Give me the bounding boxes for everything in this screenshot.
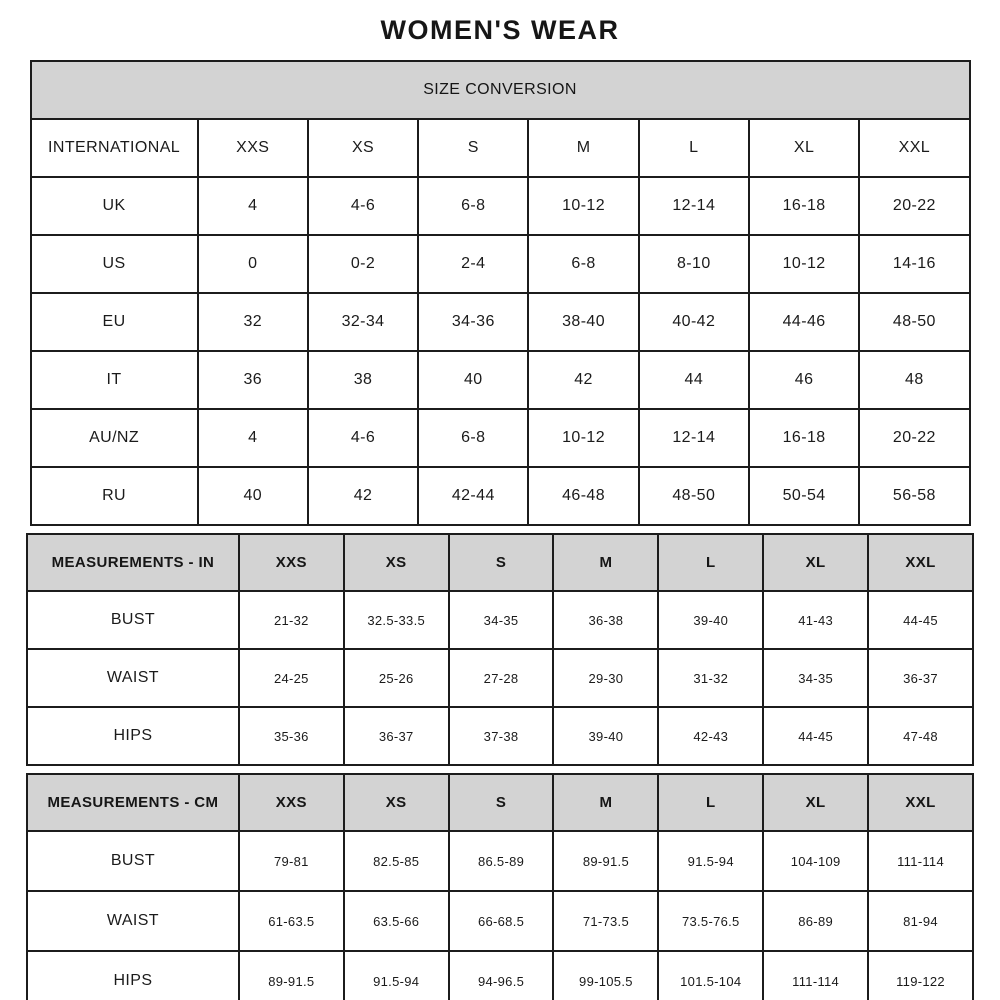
row-label: EU bbox=[31, 293, 198, 351]
cell: 63.5-66 bbox=[344, 891, 449, 951]
cell: 89-91.5 bbox=[239, 951, 344, 1000]
cell: 10-12 bbox=[749, 235, 859, 293]
measurements-in-title: MEASUREMENTS - IN bbox=[27, 534, 239, 591]
cell: 94-96.5 bbox=[449, 951, 554, 1000]
cell: 119-122 bbox=[868, 951, 973, 1000]
cell: 34-35 bbox=[763, 649, 868, 707]
cell: 48-50 bbox=[859, 293, 969, 351]
cell: 89-91.5 bbox=[553, 831, 658, 891]
cell: 25-26 bbox=[344, 649, 449, 707]
cell: 50-54 bbox=[749, 467, 859, 525]
cell: 27-28 bbox=[449, 649, 554, 707]
table-row-aunz bbox=[31, 409, 970, 467]
cell: 0 bbox=[198, 235, 308, 293]
column-header: XXS bbox=[198, 119, 308, 177]
column-header: L bbox=[658, 534, 763, 591]
cell: 46 bbox=[749, 351, 859, 409]
cell: 12-14 bbox=[639, 409, 749, 467]
measurements-cm-table bbox=[26, 773, 974, 1000]
column-header: S bbox=[449, 534, 554, 591]
cell: 2-4 bbox=[418, 235, 528, 293]
column-header: XS bbox=[344, 774, 449, 831]
cell: 24-25 bbox=[239, 649, 344, 707]
column-header: L bbox=[658, 774, 763, 831]
cell: 37-38 bbox=[449, 707, 554, 765]
cell: 6-8 bbox=[418, 177, 528, 235]
cell: 14-16 bbox=[859, 235, 969, 293]
size-conversion-table bbox=[30, 60, 971, 526]
cell: 81-94 bbox=[868, 891, 973, 951]
row-label: BUST bbox=[27, 831, 239, 891]
table-row-us bbox=[31, 235, 970, 293]
column-header: XS bbox=[308, 119, 418, 177]
cell: 48-50 bbox=[639, 467, 749, 525]
column-header: M bbox=[553, 774, 658, 831]
cell: 44-45 bbox=[868, 591, 973, 649]
table-row-bust-cm bbox=[27, 831, 973, 891]
cell: 82.5-85 bbox=[344, 831, 449, 891]
cell: 61-63.5 bbox=[239, 891, 344, 951]
measurements-in-table bbox=[26, 533, 974, 766]
cell: 41-43 bbox=[763, 591, 868, 649]
row-label: UK bbox=[31, 177, 198, 235]
cell: 0-2 bbox=[308, 235, 418, 293]
measurements-cm-title: MEASUREMENTS - CM bbox=[27, 774, 239, 831]
row-label: WAIST bbox=[27, 891, 239, 951]
table-row-eu bbox=[31, 293, 970, 351]
cell: 16-18 bbox=[749, 177, 859, 235]
cell: 40 bbox=[418, 351, 528, 409]
cell: 44-45 bbox=[763, 707, 868, 765]
cell: 29-30 bbox=[553, 649, 658, 707]
column-header: S bbox=[418, 119, 528, 177]
column-header: XS bbox=[344, 534, 449, 591]
row-label: HIPS bbox=[27, 707, 239, 765]
column-header: XL bbox=[763, 534, 868, 591]
row-label: IT bbox=[31, 351, 198, 409]
page-title: WOMEN'S WEAR bbox=[380, 15, 620, 45]
cell: 4-6 bbox=[308, 177, 418, 235]
cell: 20-22 bbox=[859, 177, 969, 235]
cell: 20-22 bbox=[859, 409, 969, 467]
cell: 31-32 bbox=[658, 649, 763, 707]
cell: 6-8 bbox=[528, 235, 638, 293]
table-row-hips-cm bbox=[27, 951, 973, 1000]
table-row-ru bbox=[31, 467, 970, 525]
table-header-row bbox=[31, 119, 970, 177]
cell: 10-12 bbox=[528, 409, 638, 467]
cell: 4 bbox=[198, 177, 308, 235]
cell: 42 bbox=[528, 351, 638, 409]
cell: 42 bbox=[308, 467, 418, 525]
cell: 34-36 bbox=[418, 293, 528, 351]
column-header: S bbox=[449, 774, 554, 831]
cell: 56-58 bbox=[859, 467, 969, 525]
cell: 32.5-33.5 bbox=[344, 591, 449, 649]
cell: 38 bbox=[308, 351, 418, 409]
table-banner-row bbox=[31, 61, 970, 119]
cell: 79-81 bbox=[239, 831, 344, 891]
cell: 39-40 bbox=[658, 591, 763, 649]
column-header: M bbox=[528, 119, 638, 177]
row-label: AU/NZ bbox=[31, 409, 198, 467]
cell: 47-48 bbox=[868, 707, 973, 765]
cell: 16-18 bbox=[749, 409, 859, 467]
column-header: XXL bbox=[859, 119, 969, 177]
column-header: XL bbox=[749, 119, 859, 177]
cell: 32 bbox=[198, 293, 308, 351]
cell: 40-42 bbox=[639, 293, 749, 351]
cell: 46-48 bbox=[528, 467, 638, 525]
cell: 44-46 bbox=[749, 293, 859, 351]
size-conversion-banner: SIZE CONVERSION bbox=[31, 61, 970, 119]
cell: 48 bbox=[859, 351, 969, 409]
column-header: L bbox=[639, 119, 749, 177]
row-label: RU bbox=[31, 467, 198, 525]
column-header: XXL bbox=[868, 534, 973, 591]
cell: 91.5-94 bbox=[344, 951, 449, 1000]
cell: 38-40 bbox=[528, 293, 638, 351]
column-header: XXS bbox=[239, 534, 344, 591]
cell: 39-40 bbox=[553, 707, 658, 765]
cell: 44 bbox=[639, 351, 749, 409]
table-row-waist-in bbox=[27, 649, 973, 707]
cell: 42-44 bbox=[418, 467, 528, 525]
column-header: M bbox=[553, 534, 658, 591]
table-row-uk bbox=[31, 177, 970, 235]
cell: 36-37 bbox=[344, 707, 449, 765]
column-header: XL bbox=[763, 774, 868, 831]
cell: 4 bbox=[198, 409, 308, 467]
cell: 32-34 bbox=[308, 293, 418, 351]
row-label: US bbox=[31, 235, 198, 293]
column-header: XXL bbox=[868, 774, 973, 831]
cell: 34-35 bbox=[449, 591, 554, 649]
cell: 86-89 bbox=[763, 891, 868, 951]
cell: 104-109 bbox=[763, 831, 868, 891]
cell: 111-114 bbox=[763, 951, 868, 1000]
cell: 4-6 bbox=[308, 409, 418, 467]
table-header-row bbox=[27, 774, 973, 831]
cell: 6-8 bbox=[418, 409, 528, 467]
cell: 36-37 bbox=[868, 649, 973, 707]
row-label: BUST bbox=[27, 591, 239, 649]
table-row-bust-in bbox=[27, 591, 973, 649]
cell: 111-114 bbox=[868, 831, 973, 891]
cell: 86.5-89 bbox=[449, 831, 554, 891]
cell: 91.5-94 bbox=[658, 831, 763, 891]
cell: 12-14 bbox=[639, 177, 749, 235]
cell: 71-73.5 bbox=[553, 891, 658, 951]
cell: 36-38 bbox=[553, 591, 658, 649]
cell: 73.5-76.5 bbox=[658, 891, 763, 951]
cell: 8-10 bbox=[639, 235, 749, 293]
cell: 99-105.5 bbox=[553, 951, 658, 1000]
cell: 21-32 bbox=[239, 591, 344, 649]
cell: 40 bbox=[198, 467, 308, 525]
row-label: WAIST bbox=[27, 649, 239, 707]
cell: 10-12 bbox=[528, 177, 638, 235]
cell: 42-43 bbox=[658, 707, 763, 765]
column-header: XXS bbox=[239, 774, 344, 831]
cell: 101.5-104 bbox=[658, 951, 763, 1000]
cell: 66-68.5 bbox=[449, 891, 554, 951]
table-row-hips-in bbox=[27, 707, 973, 765]
column-header: INTERNATIONAL bbox=[31, 119, 198, 177]
cell: 36 bbox=[198, 351, 308, 409]
table-row-waist-cm bbox=[27, 891, 973, 951]
table-row-it bbox=[31, 351, 970, 409]
table-header-row bbox=[27, 534, 973, 591]
cell: 35-36 bbox=[239, 707, 344, 765]
row-label: HIPS bbox=[27, 951, 239, 1000]
